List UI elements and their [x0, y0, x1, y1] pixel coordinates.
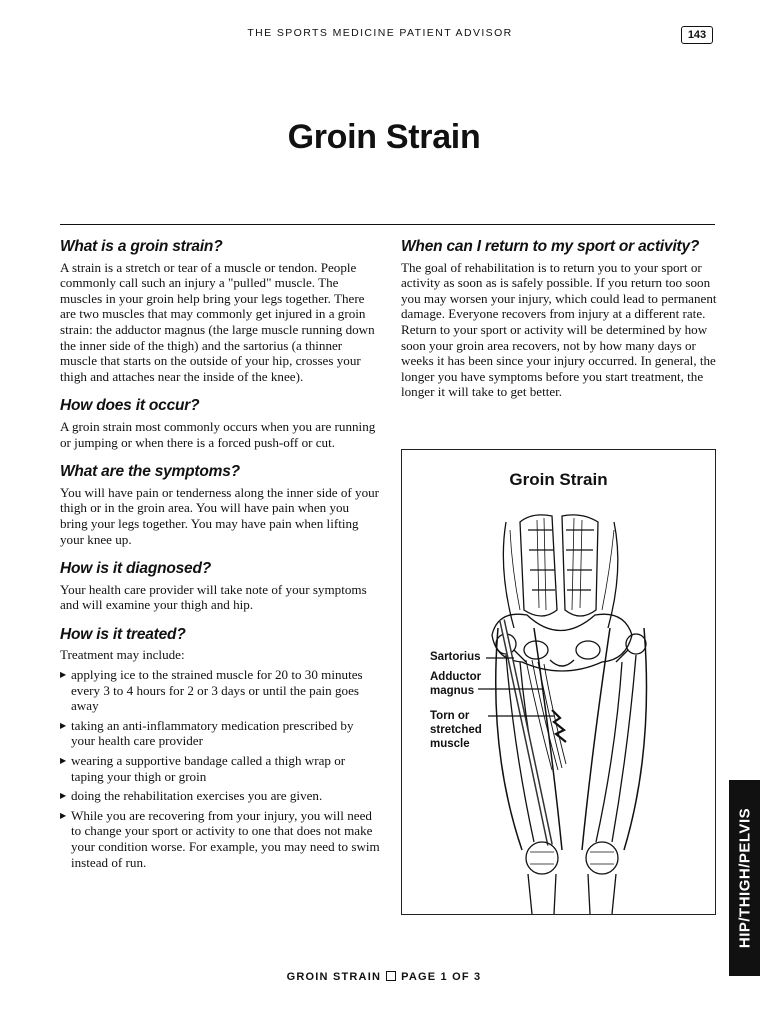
section-heading-symptoms: What are the symptoms?	[60, 463, 240, 481]
list-item: ▶ wearing a supportive bandage called a thigh wrap or taping your thigh or groin	[60, 753, 346, 784]
section-body-symptoms: You will have pain or tenderness along the inner side of your thigh or in the groin area. You will have pain when you bring your legs together. You may have pain when lifting your knee up.	[60, 484, 380, 547]
label-adductor-magnus: Adductor magnus	[430, 671, 482, 697]
triangle-bullet-icon: ▶	[60, 791, 67, 801]
left-column	[60, 239, 380, 874]
section-body-what: A strain is a stretch or tear of a muscle or tendon. People commonly call such an injury a "pulled" muscle. The muscles in your groin help bring your legs together. There are two muscles that may commonly get injured in a groin strain: the adductor magnus (the large muscle running down the inner side of the thigh) and the sartorius (a thinner muscle that starts on the outside of your hip, crosses your thigh and attaches near the inside of the knee).	[60, 259, 375, 384]
list-item: ▶ taking an anti-inflammatory medication prescribed by your health care provider	[60, 717, 354, 749]
page-title: Groin Strain	[287, 118, 481, 156]
list-item: ▶ applying ice to the strained muscle for 20 to 30 minutes every 3 to 4 hours for 2 or 3 days or until the pain goes away	[60, 667, 363, 714]
triangle-bullet-icon: ▶	[60, 720, 67, 730]
right-column	[401, 239, 717, 414]
running-head: THE SPORTS MEDICINE PATIENT ADVISOR	[247, 27, 513, 39]
section-body-how-occur: A groin strain most commonly occurs when you are running or jumping or when there is a forced push-off or cut.	[60, 418, 376, 450]
list-item: ▶ doing the rehabilitation exercises you are given.	[60, 788, 323, 804]
anatomy-figure	[401, 449, 716, 915]
figure-title: Groin Strain	[509, 470, 608, 489]
section-heading-how-occur: How does it occur?	[60, 397, 200, 415]
section-heading-return: When can I return to my sport or activity?	[401, 238, 700, 255]
list-item: ▶ While you are recovering from your injury, you will need to change your sport or activity to one that does not make your condition worse. For example, you may need to swim instead of run.	[60, 807, 380, 870]
square-separator-icon	[386, 971, 396, 981]
triangle-bullet-icon: ▶	[60, 810, 67, 820]
treatment-intro: Treatment may include:	[60, 647, 185, 663]
section-heading-treated: How is it treated?	[60, 625, 186, 643]
triangle-bullet-icon: ▶	[60, 756, 67, 766]
footer-page-count: PAGE 1 OF 3	[401, 971, 482, 983]
section-body-diagnosed: Your health care provider will take note of your symptoms and will examine your thigh and hip.	[60, 581, 367, 613]
side-tab-label: HIP/THIGH/PELVIS	[736, 807, 753, 949]
page-number-badge: 143	[681, 26, 713, 44]
section-heading-diagnosed: How is it diagnosed?	[60, 560, 212, 578]
section-heading-what: What is a groin strain?	[60, 238, 223, 255]
label-torn-muscle: Torn or stretched muscle	[430, 710, 482, 750]
title-rule	[60, 224, 715, 225]
section-side-tab	[729, 780, 760, 976]
page-footer	[0, 971, 768, 983]
section-body-return: The goal of rehabilitation is to return you to your sport or activity as soon as is safely possible. If you return too soon you may worsen your injury, which could lead to permanent damage. Everyone recovers from injury at a different rate. Return to your sport or activity will be determined by how soon your groin area recovers, not by how many days or weeks it has been since your injury occurred. In general, the longer you have symptoms before you start treatment, the longer it will take to get better.	[401, 259, 717, 400]
footer-title: GROIN STRAIN	[286, 971, 382, 983]
label-sartorius: Sartorius	[430, 651, 481, 663]
triangle-bullet-icon: ▶	[60, 670, 67, 680]
treatment-list	[60, 667, 380, 870]
